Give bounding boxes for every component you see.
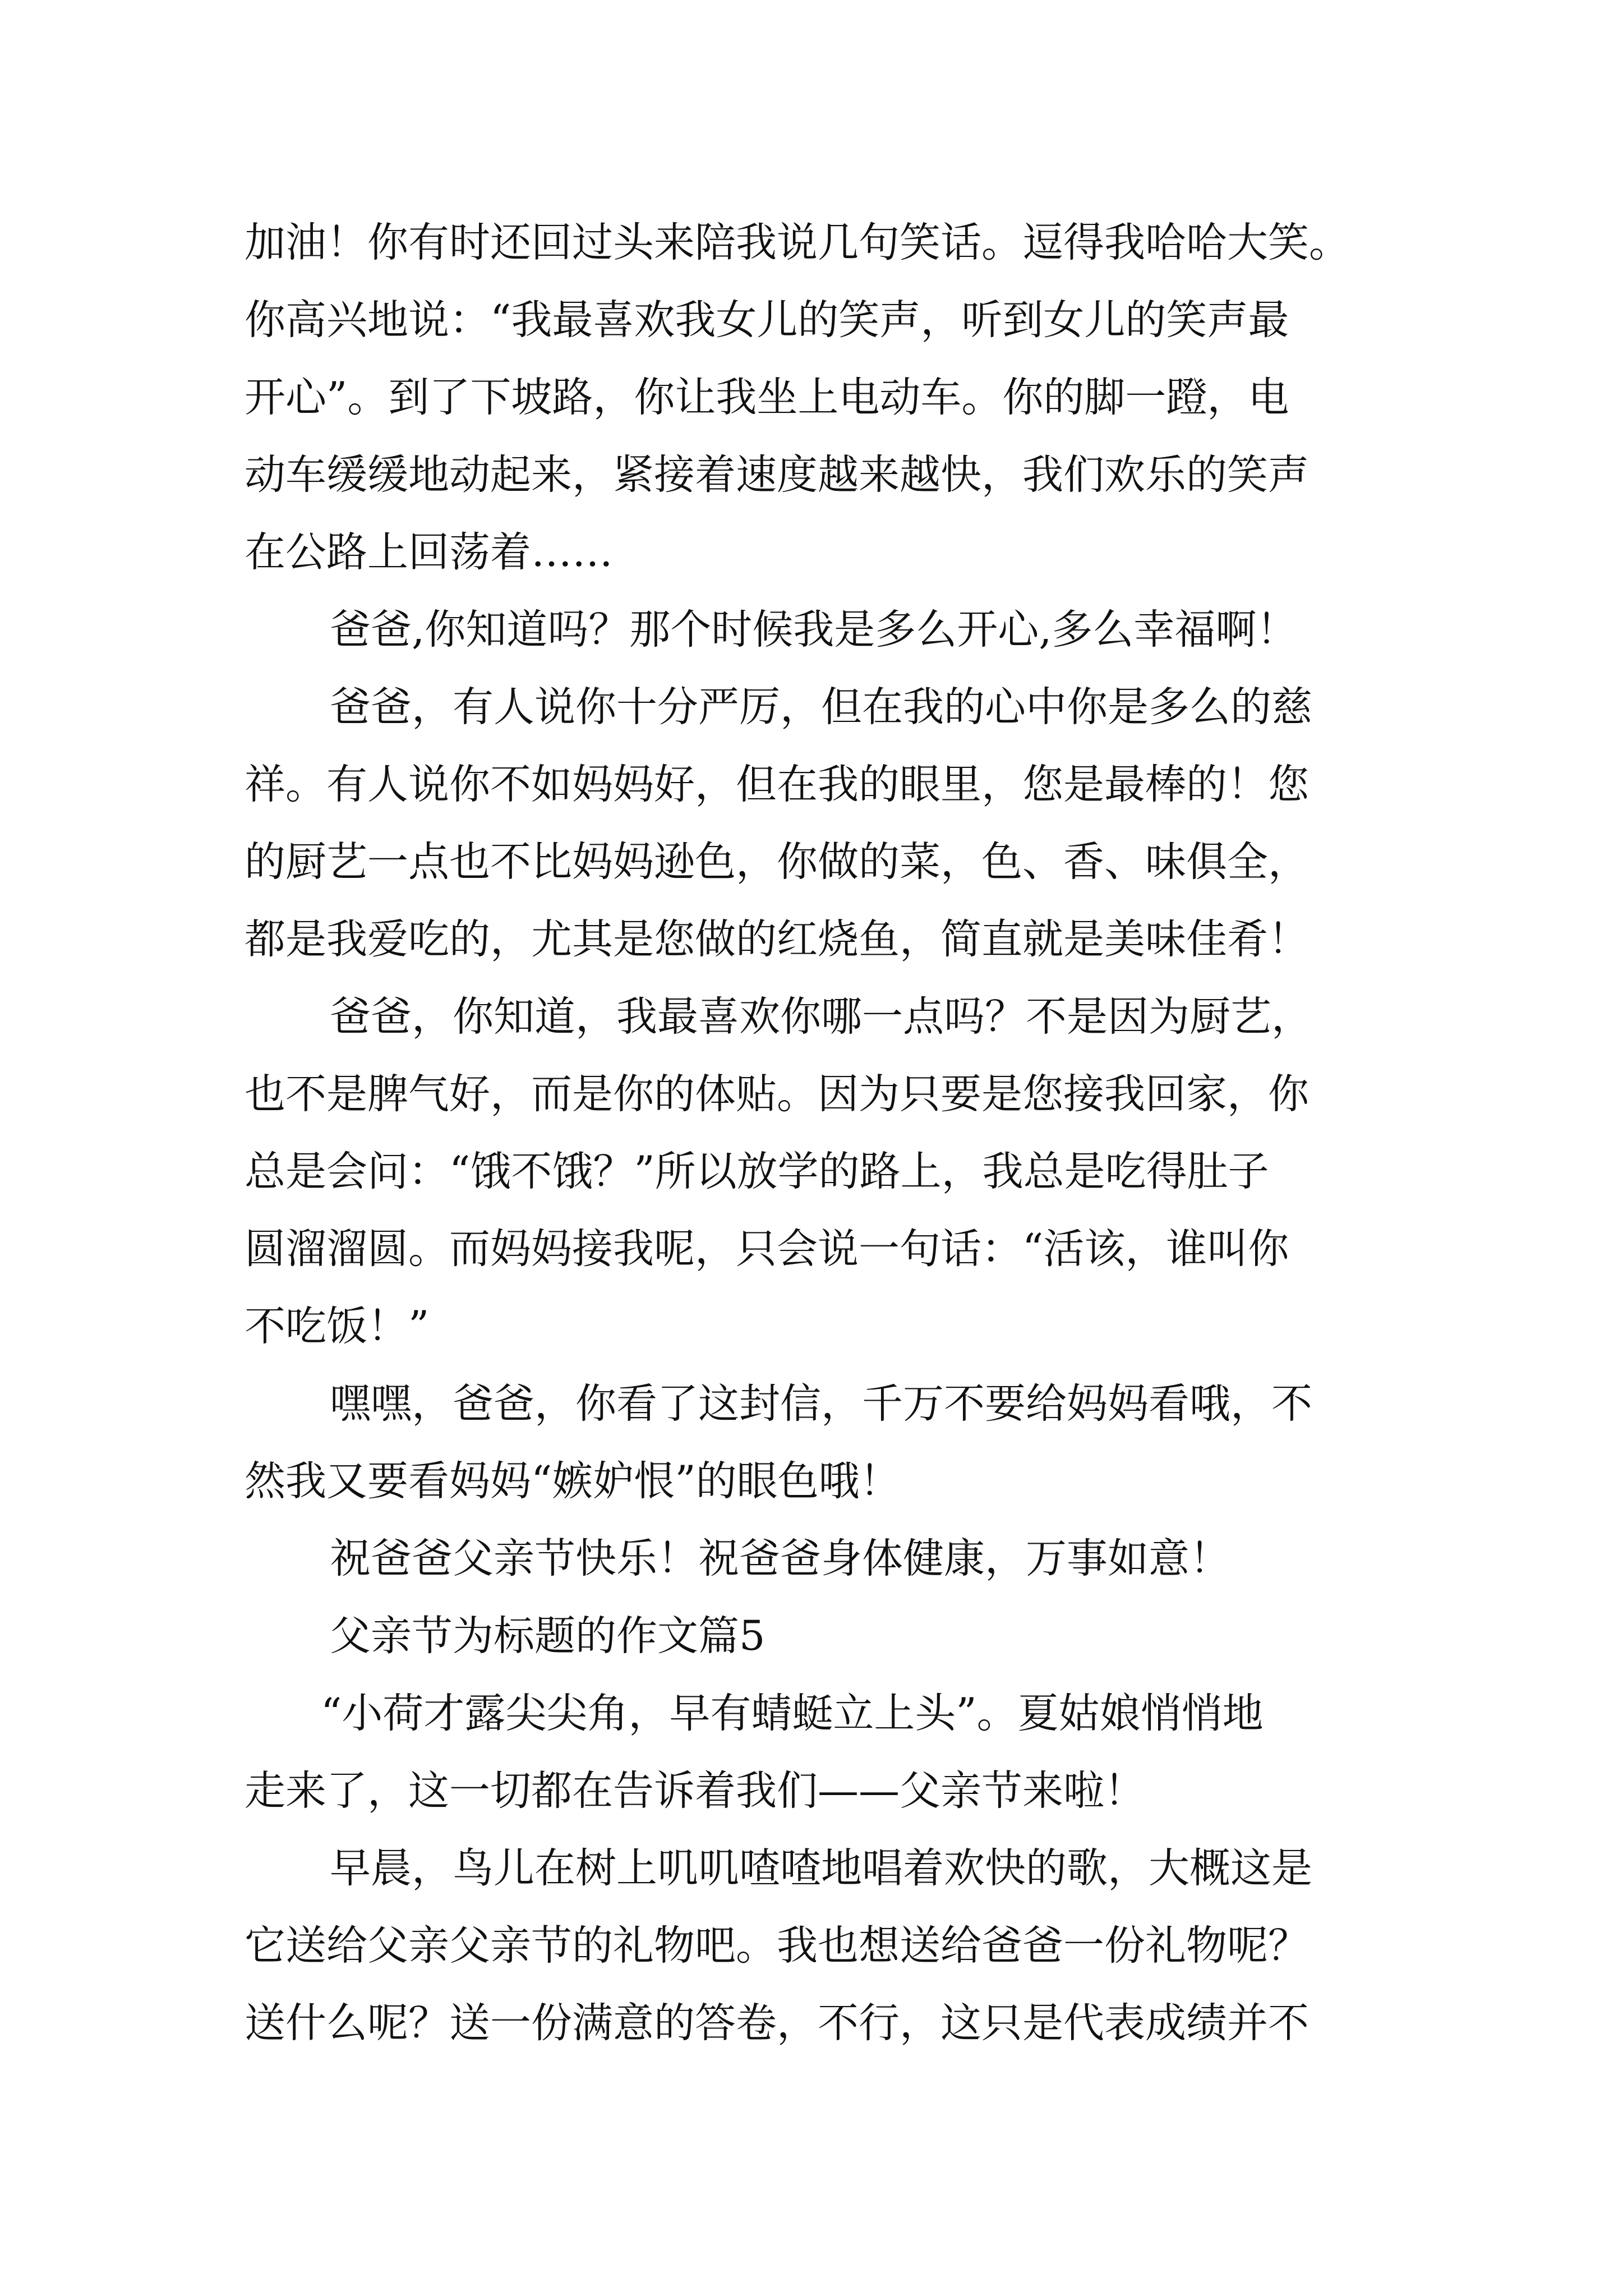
text-line: 爸爸，你知道，我最喜欢你哪一点吗？不是因为厨艺， xyxy=(330,993,1312,1041)
text-line: 你高兴地说：“我最喜欢我女儿的笑声，听到女儿的笑声最 xyxy=(245,296,1289,344)
text-line: 的厨艺一点也不比妈妈逊色，你做的菜，色、香、味俱全， xyxy=(245,838,1309,886)
text-line: 爸爸,你知道吗？那个时候我是多么开心,多么幸福啊！ xyxy=(330,606,1298,654)
text-line: 爸爸，有人说你十分严厉，但在我的心中你是多么的慈 xyxy=(330,683,1312,731)
text-line: 走来了，这一切都在告诉着我们——父亲节来啦！ xyxy=(245,1767,1145,1815)
section-heading: 父亲节为标题的作文篇5 xyxy=(330,1612,766,1660)
text-line: 送什么呢？送一份满意的答卷，不行，这只是代表成绩并不 xyxy=(245,1999,1309,2047)
text-line: 圆溜溜圆。而妈妈接我呢，只会说一句话：“活该，谁叫你 xyxy=(245,1225,1289,1273)
text-line: 加油！你有时还回过头来陪我说几句笑话。逗得我哈哈大笑。 xyxy=(245,219,1350,266)
text-line: 动车缓缓地动起来，紧接着速度越来越快，我们欢乐的笑声 xyxy=(245,451,1309,499)
text-line: 然我又要看妈妈“嫉妒恨”的眼色哦！ xyxy=(245,1457,901,1505)
text-line: 祥。有人说你不如妈妈好，但在我的眼里，您是最棒的！您 xyxy=(245,761,1309,808)
text-line: 嘿嘿，爸爸，你看了这封信，千万不要给妈妈看哦，不 xyxy=(330,1380,1312,1428)
text-line: 在公路上回荡着…… xyxy=(245,528,613,576)
text-line: 不吃饭！” xyxy=(245,1303,430,1350)
text-line: 也不是脾气好，而是你的体贴。因为只要是您接我回家，你 xyxy=(245,1070,1309,1118)
text-line: “小荷才露尖尖角，早有蜻蜓立上头”。夏姑娘悄悄地 xyxy=(321,1690,1264,1737)
text-line: 它送给父亲父亲节的礼物吧。我也想送给爸爸一份礼物呢？ xyxy=(245,1922,1309,1970)
text-line: 总是会问：“饿不饿？”所以放学的路上，我总是吃得肚子 xyxy=(245,1148,1269,1195)
text-line: 开心”。到了下坡路，你让我坐上电动车。你的脚一蹬，电 xyxy=(245,374,1289,421)
text-line: 早晨，鸟儿在树上叽叽喳喳地唱着欢快的歌，大概这是 xyxy=(330,1844,1312,1892)
text-line: 都是我爱吃的，尤其是您做的红烧鱼，简直就是美味佳肴！ xyxy=(245,915,1309,963)
text-line: 祝爸爸父亲节快乐！祝爸爸身体健康，万事如意！ xyxy=(330,1535,1230,1582)
